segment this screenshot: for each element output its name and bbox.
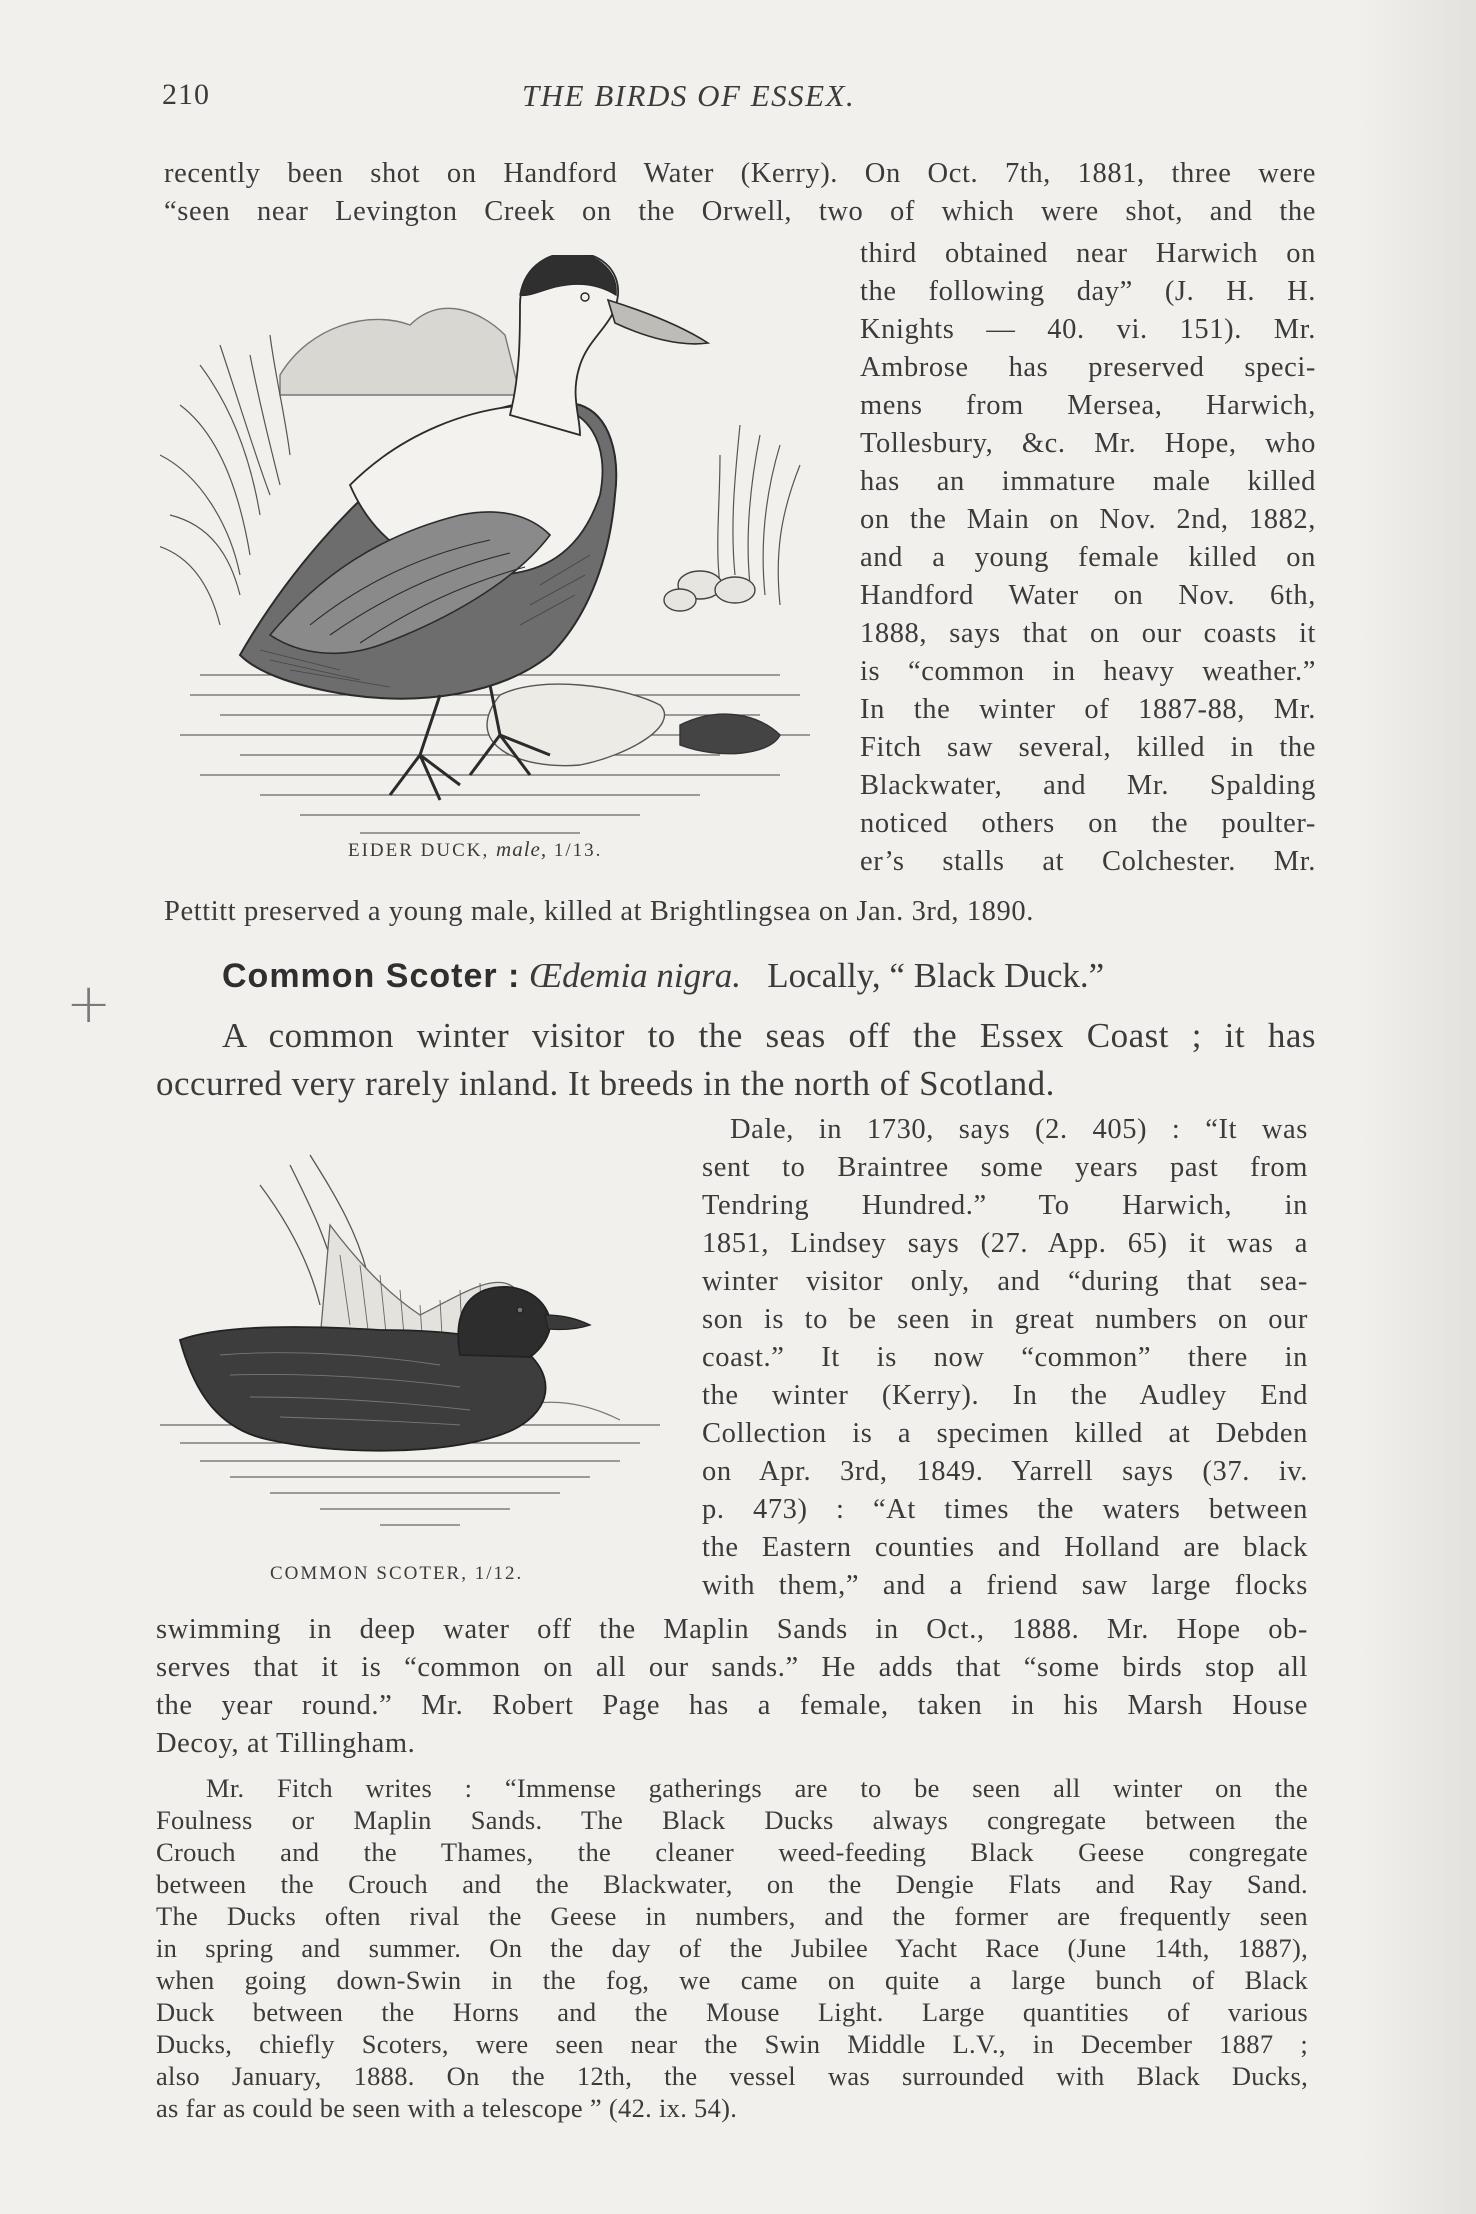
text-line: with them,” and a friend saw large flocks [702, 1570, 1308, 1601]
text-line: Blackwater, and Mr. Spalding [860, 770, 1316, 801]
text-line: the following day” (J. H. H. [860, 276, 1316, 307]
text-line: sent to Braintree some years past from [702, 1152, 1308, 1183]
species-latin-name: Œdemia nigra. [529, 956, 742, 995]
text-line: the winter (Kerry). In the Audley End [702, 1380, 1308, 1411]
text-line: serves that it is “common on all our sands.” He adds that “some birds stop all [156, 1652, 1308, 1683]
text-line: mens from Mersea, Harwich, [860, 390, 1316, 421]
text-line: Tollesbury, &c. Mr. Hope, who [860, 428, 1316, 459]
text-line: noticed others on the poulter- [860, 808, 1316, 839]
text-line: 1851, Lindsey says (27. App. 65) it was a [702, 1228, 1308, 1259]
quote-line: Foulness or Maplin Sands. The Black Ducks always congregate between the [156, 1805, 1308, 1835]
species-name: Common Scoter : [222, 957, 521, 995]
text-line: Ambrose has preserved speci- [860, 352, 1316, 383]
text-line: p. 473) : “At times the waters between [702, 1494, 1308, 1525]
text-line: Handford Water on Nov. 6th, [860, 580, 1316, 611]
text-line: Decoy, at Tillingham. [156, 1728, 416, 1759]
quote-line: Duck between the Horns and the Mouse Light. Large quantities of various [156, 1997, 1308, 2027]
intro-line: A common winter visitor to the seas off the Essex Coast ; it has [222, 1016, 1316, 1055]
page-number: 210 [162, 78, 210, 111]
text-line: winter visitor only, and “during that sea- [702, 1266, 1308, 1297]
species-heading [222, 956, 1327, 996]
eider-caption [348, 837, 602, 862]
text-line: third obtained near Harwich on [860, 238, 1316, 269]
quote-line: also January, 1888. On the 12th, the vessel was surrounded with Black Ducks, [156, 2061, 1308, 2091]
text-line: Tendring Hundred.” To Harwich, in [702, 1190, 1308, 1221]
text-line: Pettitt preserved a young male, killed at Brightlingsea on Jan. 3rd, 1890. [164, 896, 1034, 927]
text-line: has an immature male killed [860, 466, 1316, 497]
text-line: son is to be seen in great numbers on our [702, 1304, 1308, 1335]
text-line: Dale, in 1730, says (2. 405) : “It was [730, 1114, 1308, 1145]
quote-line: when going down-Swin in the fog, we came on quite a large bunch of Black [156, 1965, 1308, 1995]
quote-line: in spring and summer. On the day of the Jubilee Yacht Race (June 14th, 1887), [156, 1933, 1308, 1963]
text-line: “seen near Levington Creek on the Orwell, two of which were shot, and the [164, 196, 1316, 227]
text-line: Knights — 40. vi. 151). Mr. [860, 314, 1316, 345]
quote-line: as far as could be seen with a telescope ” (42. ix. 54). [156, 2093, 738, 2123]
quote-line: Ducks, chiefly Scoters, were seen near the Swin Middle L.V., in December 1887 ; [156, 2029, 1308, 2059]
eider-caption-scale: 1/13. [553, 840, 603, 861]
quote-line: Crouch and the Thames, the cleaner weed-feeding Black Geese congregate [156, 1837, 1308, 1867]
margin-cross-mark: + [66, 972, 112, 1035]
eider-caption-name: EIDER DUCK, [348, 840, 490, 861]
text-line: In the winter of 1887-88, Mr. [860, 694, 1316, 725]
intro-line: occurred very rarely inland. It breeds in the north of Scotland. [156, 1064, 1055, 1103]
eider-caption-sex: male, [496, 837, 548, 861]
text-line: swimming in deep water off the Maplin Sands in Oct., 1888. Mr. Hope ob- [156, 1614, 1308, 1645]
text-line: and a young female killed on [860, 542, 1316, 573]
running-title: THE BIRDS OF ESSEX. [522, 78, 856, 113]
text-line: Collection is a specimen killed at Debden [702, 1418, 1308, 1449]
text-line: on the Main on Nov. 2nd, 1882, [860, 504, 1316, 535]
quote-line: Mr. Fitch writes : “Immense gatherings are to be seen all winter on the [206, 1773, 1308, 1803]
common-scoter-illustration [160, 1125, 680, 1545]
text-line: recently been shot on Handford Water (Kerry). On Oct. 7th, 1881, three were [164, 158, 1316, 189]
page-edge-shadow [1356, 0, 1476, 2214]
text-line: Fitch saw several, killed in the [860, 732, 1316, 763]
text-line: on Apr. 3rd, 1849. Yarrell says (37. iv. [702, 1456, 1308, 1487]
eider-duck-illustration [160, 255, 850, 845]
scoter-caption: COMMON SCOTER, 1/12. [270, 1563, 524, 1584]
species-local-name: Locally, “ Black Duck.” [767, 956, 1105, 995]
quote-line: The Ducks often rival the Geese in numbers, and the former are frequently seen [156, 1901, 1308, 1931]
text-line: er’s stalls at Colchester. Mr. [860, 846, 1316, 877]
running-head [162, 78, 1322, 118]
text-line: coast.” It is now “common” there in [702, 1342, 1308, 1373]
text-line: 1888, says that on our coasts it [860, 618, 1316, 649]
text-line: is “common in heavy weather.” [860, 656, 1316, 687]
text-line: the year round.” Mr. Robert Page has a female, taken in his Marsh House [156, 1690, 1308, 1721]
quote-line: between the Crouch and the Blackwater, on the Dengie Flats and Ray Sand. [156, 1869, 1308, 1899]
text-line: the Eastern counties and Holland are black [702, 1532, 1308, 1563]
